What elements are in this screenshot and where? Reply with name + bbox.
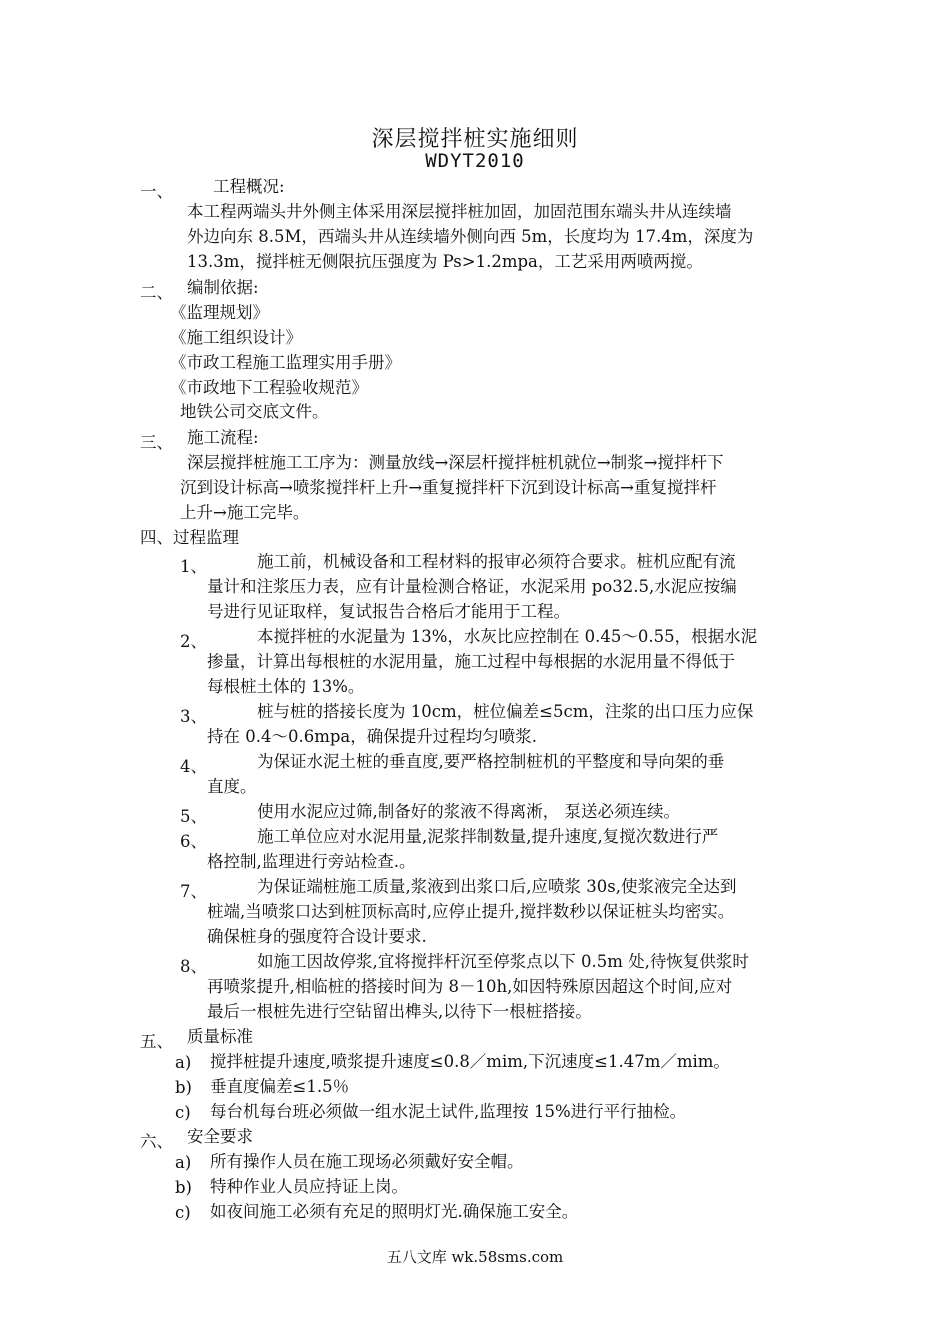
item-line: 格控制,监理进行旁站检查.。 [207, 852, 416, 871]
item-line: 再喷浆提升,相临桩的搭接时间为 8－10h,如因特殊原因超这个时间,应对 [207, 977, 733, 996]
section-6-title: 安全要求 [187, 1127, 253, 1146]
section-3-number: 三、 [140, 433, 173, 452]
reference-item: 地铁公司交底文件。 [180, 402, 329, 421]
reference-item: 《监理规划》 [170, 303, 269, 322]
section-3-title: 施工流程: [187, 428, 259, 447]
paragraph-line: 上升→施工完毕。 [180, 503, 310, 522]
section-2-title: 编制依据: [187, 278, 259, 297]
section-5-title: 质量标准 [187, 1027, 253, 1046]
item-line: 特种作业人员应持证上岗。 [210, 1177, 408, 1196]
paragraph-line: 外边向东 8.5M，西端头井从连续墙外侧向西 5m，长度均为 17.4m，深度为 [187, 227, 754, 246]
item-line: 为保证端桩施工质量,浆液到出浆口后,应喷浆 30s,使浆液完全达到 [257, 877, 737, 896]
item-line: 最后一根桩先进行空钻留出榫头,以待下一根桩搭接。 [207, 1002, 592, 1021]
item-line: 如施工因故停浆,宜将搅拌杆沉至停浆点以下 0.5m 处,待恢复供浆时 [257, 952, 749, 971]
item-line: 所有操作人员在施工现场必须戴好安全帽。 [210, 1152, 524, 1171]
section-4-heading: 四、过程监理 [140, 528, 239, 547]
item-number: b) [175, 1178, 192, 1197]
reference-item: 《市政地下工程验收规范》 [170, 378, 368, 397]
section-1-title: 工程概况: [213, 177, 285, 196]
item-number: 7、 [180, 882, 207, 901]
section-6-number: 六、 [140, 1132, 173, 1151]
item-line: 本搅拌桩的水泥量为 13%，水灰比应控制在 0.45～0.55，根据水泥 [257, 627, 758, 646]
section-2-number: 二、 [140, 283, 173, 302]
reference-item: 《市政工程施工监理实用手册》 [170, 353, 401, 372]
item-line: 使用水泥应过筛,制备好的浆液不得离淅， 泵送必须连续。 [257, 802, 680, 821]
item-line: 如夜间施工必须有充足的照明灯光.确保施工安全。 [210, 1202, 579, 1221]
item-number: 3、 [180, 707, 207, 726]
item-line: 直度。 [207, 777, 257, 796]
item-line: 号进行见证取样，复试报告合格后才能用于工程。 [207, 602, 570, 621]
item-line: 桩端,当喷浆口达到桩顶标高时,应停止提升,搅拌数秒以保证桩头均密实。 [207, 902, 735, 921]
paragraph-line: 沉到设计标高→喷浆搅拌杆上升→重复搅拌杆下沉到设计标高→重复搅拌杆 [180, 478, 717, 497]
item-line: 桩与桩的搭接长度为 10cm，桩位偏差≤5cm，注浆的出口压力应保 [257, 702, 754, 721]
item-number: 6、 [180, 832, 207, 851]
item-line: 确保桩身的强度符合设计要求. [207, 927, 427, 946]
item-line: 持在 0.4～0.6mpa，确保提升过程均匀喷浆. [207, 727, 538, 746]
document-code: WDYT2010 [425, 150, 525, 172]
item-line: 施工单位应对水泥用量,泥浆拌制数量,提升速度,复搅次数进行严 [257, 827, 719, 846]
footer-watermark: 五八文库 wk.58sms.com [386, 1248, 564, 1266]
item-line: 每根桩土体的 13%。 [207, 677, 365, 696]
item-line: 量计和注浆压力表，应有计量检测合格证，水泥采用 po32.5,水泥应按编 [207, 577, 737, 596]
item-number: b) [175, 1078, 192, 1097]
document-title: 深层搅拌桩实施细则 [371, 127, 579, 152]
item-number: 1、 [180, 557, 207, 576]
section-1-number: 一、 [140, 182, 173, 201]
item-number: a) [175, 1153, 192, 1172]
paragraph-line: 深层搅拌桩施工工序为：测量放线→深层杆搅拌桩机就位→制浆→搅拌杆下 [187, 453, 724, 472]
item-line: 掺量，计算出每根桩的水泥用量，施工过程中每根据的水泥用量不得低于 [207, 652, 735, 671]
item-number: 4、 [180, 757, 207, 776]
reference-item: 《施工组织设计》 [170, 328, 302, 347]
item-line: 施工前，机械设备和工程材料的报审必须符合要求。桩机应配有流 [257, 552, 736, 571]
paragraph-line: 13.3m，搅拌桩无侧限抗压强度为 Ps>1.2mpa，工艺采用两喷两搅。 [187, 252, 703, 271]
item-line: 为保证水泥土桩的垂直度,要严格控制桩机的平整度和导向架的垂 [257, 752, 725, 771]
item-number: 2、 [180, 632, 207, 651]
item-line: 垂直度偏差≤1.5％ [210, 1077, 350, 1096]
item-number: c) [175, 1103, 191, 1122]
paragraph-line: 本工程两端头井外侧主体采用深层搅拌桩加固，加固范围东端头井从连续墙 [187, 202, 732, 221]
item-number: c) [175, 1203, 191, 1222]
item-line: 搅拌桩提升速度,喷浆提升速度≤0.8／mim,下沉速度≤1.47m／mim。 [210, 1052, 730, 1071]
item-number: 5、 [180, 807, 207, 826]
section-5-number: 五、 [140, 1032, 173, 1051]
item-number: 8、 [180, 957, 207, 976]
item-line: 每台机每台班必须做一组水泥土试件,监理按 15%进行平行抽检。 [210, 1102, 687, 1121]
item-number: a) [175, 1053, 192, 1072]
